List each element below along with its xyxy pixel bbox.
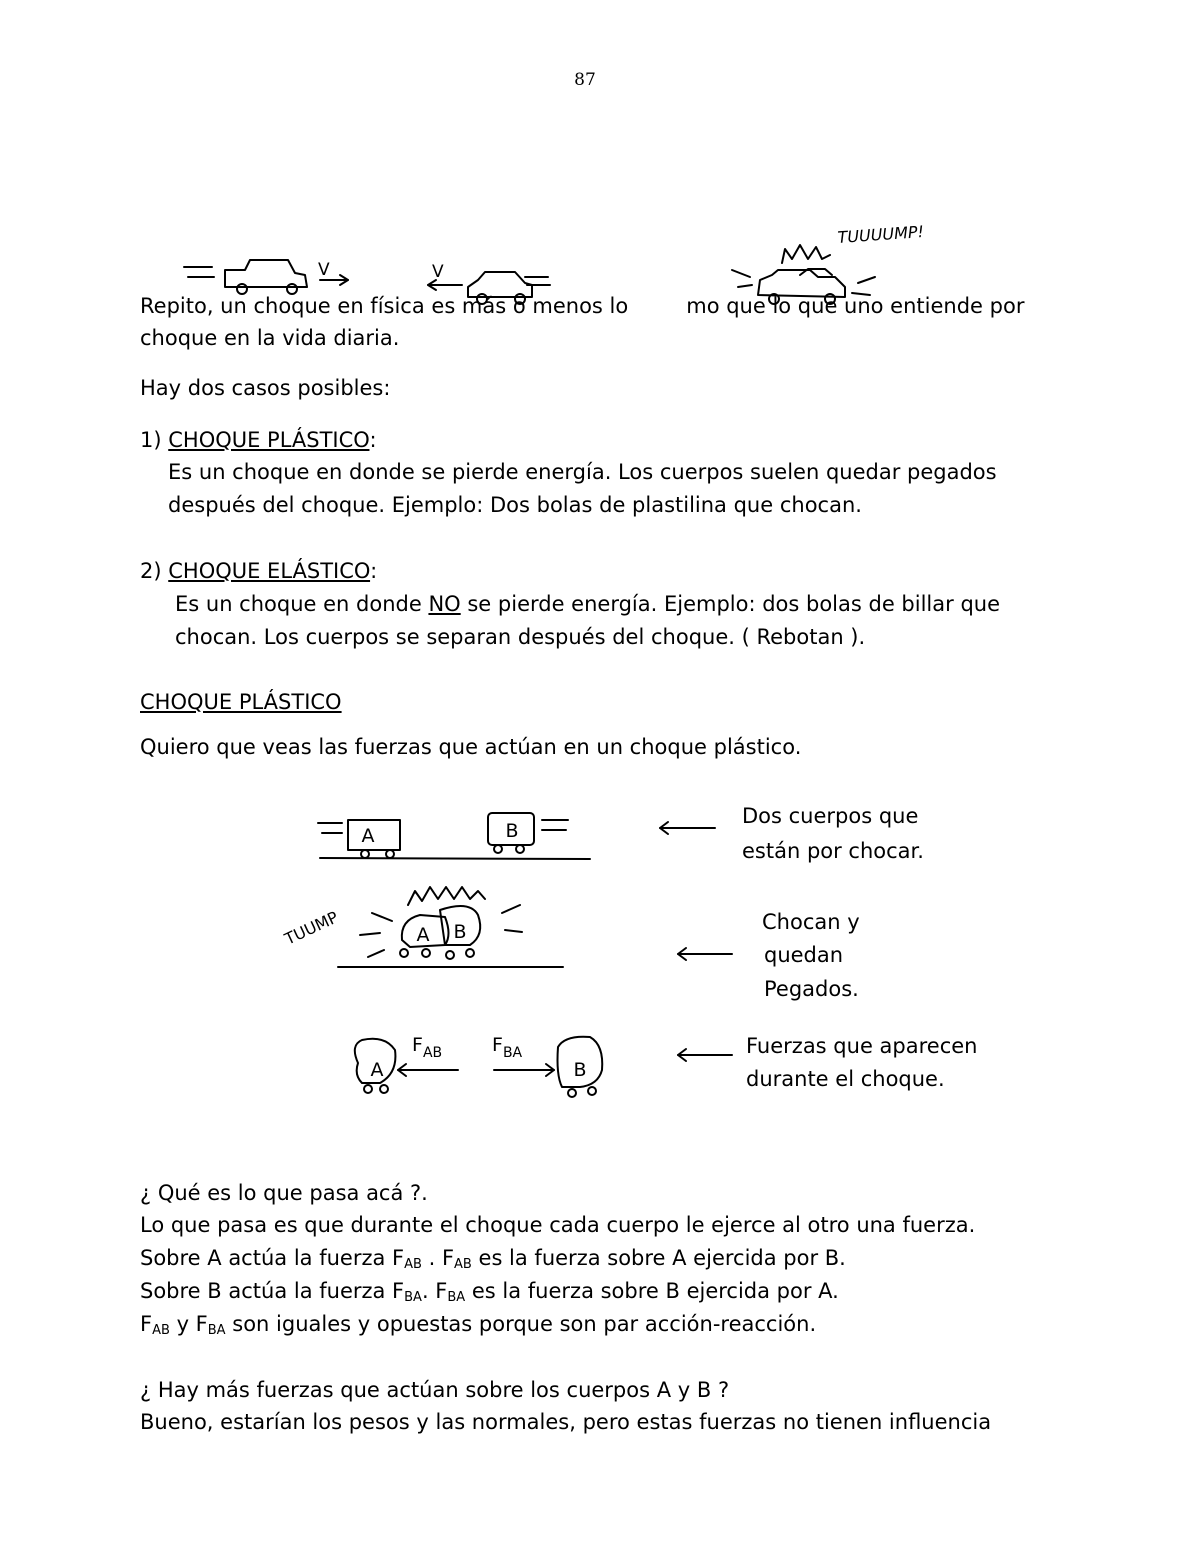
section-intro: Quiero que veas las fuerzas que actúan en un choque plástico.	[140, 735, 802, 759]
force-diagram-icon	[355, 1037, 602, 1097]
note-2-line-1: Chocan y	[762, 910, 860, 934]
cases-intro: Hay dos casos posibles:	[140, 376, 391, 400]
question-1: ¿ Qué es lo que pasa acá ?.	[140, 1181, 428, 1205]
force-body-a-label: A	[370, 1059, 384, 1081]
collision-bodies-icon	[338, 887, 563, 967]
intro-line-1	[140, 290, 1024, 323]
force-ab-label: $F_{AB}$	[412, 1034, 443, 1061]
case-1-title: CHOQUE PLÁSTICO	[168, 428, 370, 452]
force-line-a: Sobre A actúa la fuerza $F_{AB}$ . $F_{AB}$ es la fuerza sobre A ejercida por B.	[140, 1246, 846, 1272]
force-line-b: Sobre B actúa la fuerza $F_{BA}$. $F_{BA}$ es la fuerza sobre B ejercida por A.	[140, 1279, 839, 1305]
crash-sound-label: TUUUUMP!	[836, 222, 925, 247]
case-2-title: CHOQUE ELÁSTICO	[168, 559, 371, 583]
case-1-line-1: Es un choque en donde se pierde energía. Los cuerpos suelen quedar pegados	[168, 460, 997, 484]
case-1-heading: 1) CHOQUE PLÁSTICO:	[140, 428, 377, 452]
collided-a-label: A	[416, 924, 430, 946]
approaching-bodies-icon	[318, 813, 590, 859]
case-2-heading: 2) CHOQUE ELÁSTICO:	[140, 559, 378, 583]
action-reaction-line: $F_{AB}$ y $F_{BA}$ son iguales y opuestas porque son par acción-reacción.	[140, 1312, 817, 1338]
answer-1: Lo que pasa es que durante el choque cada cuerpo le ejerce al otro una fuerza.	[140, 1213, 976, 1237]
force-body-b-label: B	[573, 1059, 587, 1081]
case-2-line-1: Es un choque en donde NO se pierde energía. Ejemplo: dos bolas de billar que	[175, 592, 1001, 616]
box-a-label: A	[361, 825, 375, 847]
force-ba-label: $F_{BA}$	[492, 1034, 523, 1061]
note-3-line-1: Fuerzas que aparecen	[746, 1034, 978, 1058]
intro-line-1a: Repito, un choque en física es más o menos lo	[140, 294, 629, 318]
intro-line-2: choque en la vida diaria.	[140, 326, 400, 350]
answer-2: Bueno, estarían los pesos y las normales, pero estas fuerzas no tienen influencia	[140, 1410, 992, 1434]
note-3-line-2: durante el choque.	[746, 1067, 945, 1091]
velocity-label-left: V	[318, 260, 330, 280]
collision-sound-label: TUUMP	[281, 907, 342, 949]
velocity-label-right: V	[432, 262, 444, 282]
box-b-label: B	[505, 820, 519, 842]
note-2-line-2: quedan	[764, 943, 844, 967]
intro-line-1b: mo que lo que uno entiende por	[686, 294, 1025, 318]
case-2-line-2: chocan. Los cuerpos se separan después del choque. ( Rebotan ).	[175, 625, 866, 649]
case-1-line-2: después del choque. Ejemplo: Dos bolas de plastilina que chocan.	[168, 493, 862, 517]
no-emphasis: NO	[428, 592, 461, 616]
question-2: ¿ Hay más fuerzas que actúan sobre los cuerpos A y B ?	[140, 1378, 730, 1402]
note-1-line-2: están por chocar.	[742, 839, 924, 863]
note-2-line-3: Pegados.	[764, 977, 859, 1001]
collided-b-label: B	[453, 921, 467, 943]
note-1-line-1: Dos cuerpos que	[742, 804, 919, 828]
section-title: CHOQUE PLÁSTICO	[140, 690, 342, 714]
page-number: 87	[574, 70, 596, 90]
